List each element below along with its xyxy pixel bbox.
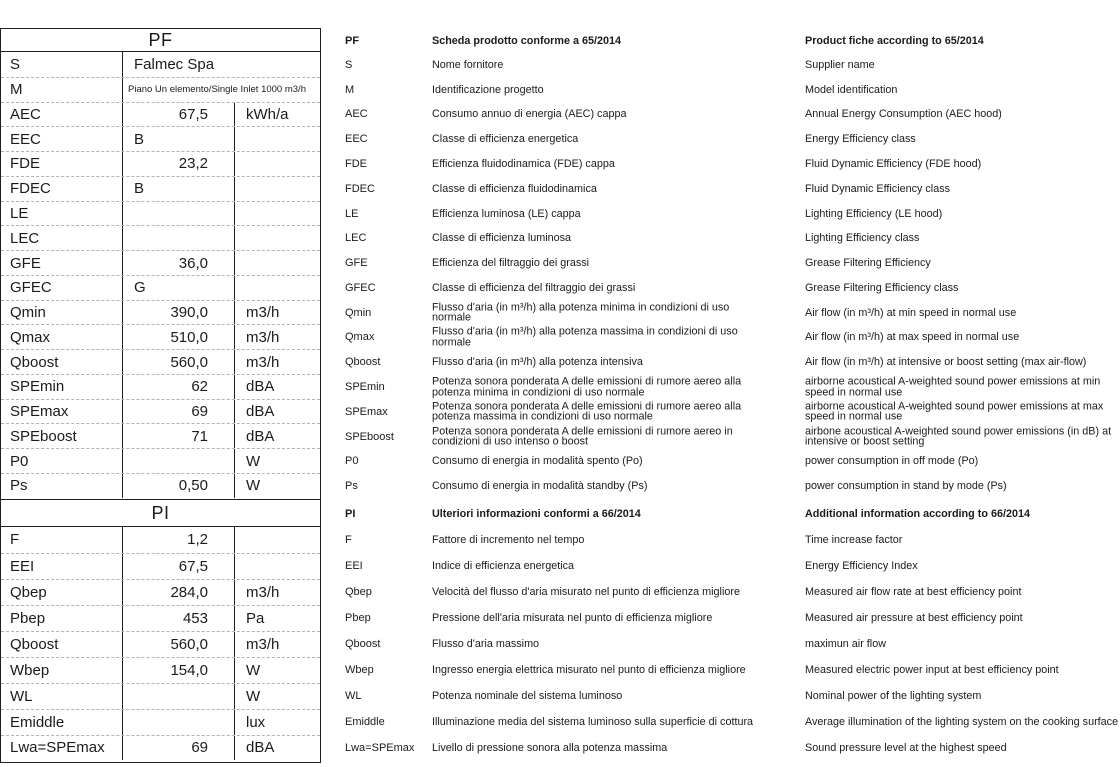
legend-row-PF-8: [345, 251, 1120, 276]
row-unit-cell: [235, 527, 320, 553]
legend-description-italian: Flusso d'aria (in m³/h) alla potenza intensiva: [432, 355, 643, 368]
row-unit-cell: [235, 202, 320, 226]
legend-row-PF-9: [345, 276, 1120, 301]
legend-code: Qmin: [345, 306, 372, 319]
row-value-cell: 69: [123, 400, 235, 424]
row-unit-cell: m3/h: [246, 328, 280, 346]
row-unit-cell: m3/h: [246, 304, 280, 322]
table-row: [1, 126, 320, 151]
legend-row-PI-header: [345, 499, 1120, 528]
legend-row-PF-2: [345, 102, 1120, 127]
spec-table-PF: [0, 28, 321, 500]
table-row: [1, 448, 320, 473]
legend-row-PF-16: [345, 449, 1120, 474]
legend-description-english: Sound pressure level at the highest speed: [805, 741, 1007, 754]
legend-code: Ps: [345, 480, 358, 493]
row-code-cell: Qboost: [1, 632, 123, 657]
legend-code: M: [345, 83, 355, 96]
legend-row-PF-17: [345, 474, 1120, 499]
table-row: [1, 709, 320, 735]
legend-row-PI-0: [345, 528, 1120, 554]
legend-code: PF: [345, 34, 360, 47]
legend-description-italian: Ingresso energia elettrica misurato nel punto di efficienza migliore: [432, 663, 746, 676]
row-code-cell: LEC: [1, 226, 123, 250]
row-code-cell: GFE: [1, 251, 123, 275]
row-code-cell: FDE: [1, 152, 123, 176]
row-unit-cell: [235, 276, 320, 300]
legend-description-italian: Illuminazione media del sistema luminoso sulla superficie di cottura: [432, 715, 754, 728]
legend-description-english: Fluid Dynamic Efficiency class: [805, 182, 951, 195]
table-row: [1, 324, 320, 349]
legend-row-PF-12: [345, 350, 1120, 375]
row-value-cell: [123, 449, 235, 473]
table-row: [1, 275, 320, 300]
legend-code: EEI: [345, 560, 363, 573]
row-unit-cell: W: [246, 661, 261, 679]
legend-description-italian: Indice di efficienza energetica: [432, 560, 575, 573]
row-code-cell: EEI: [1, 554, 123, 579]
legend-description-italian: Classe di efficienza del filtraggio dei grassi: [432, 281, 636, 294]
row-code-cell: SPEmin: [1, 375, 123, 399]
row-value-cell: [123, 684, 235, 709]
legend-description-italian: Livello di pressione sonora alla potenza massima: [432, 741, 668, 754]
legend-code: SPEmax: [345, 405, 388, 418]
row-value-cell: 1,2: [123, 527, 235, 553]
legend-row-PF-6: [345, 201, 1120, 226]
row-value-cell: B: [123, 177, 235, 201]
table-row: [1, 605, 320, 631]
row-unit-cell: W: [246, 452, 261, 470]
legend-row-PF-header: [345, 28, 1120, 53]
row-value-cell: 560,0: [123, 632, 235, 657]
row-code-cell: Qmin: [1, 301, 123, 325]
row-unit-cell: m3/h: [246, 635, 280, 653]
row-unit-cell: Pa: [246, 609, 265, 627]
row-code-cell: Qbep: [1, 580, 123, 605]
row-code-cell: Lwa=SPEmax: [1, 736, 123, 761]
table-row: [1, 201, 320, 226]
row-code-cell: SPEboost: [1, 424, 123, 448]
row-unit-cell: [235, 251, 320, 275]
legend-row-PI-4: [345, 631, 1120, 657]
row-unit-cell: dBA: [246, 378, 275, 396]
legend-code: SPEboost: [345, 430, 394, 443]
legend-description-english: Average illumination of the lighting system on the cooking surface: [805, 715, 1119, 728]
table-row: [1, 250, 320, 275]
legend-description-english: Grease Filtering Efficiency: [805, 256, 931, 269]
legend-description-italian: Consumo di energia in modalità spento (Po): [432, 455, 643, 468]
legend-code: GFEC: [345, 281, 376, 294]
legend-description-english: Model identification: [805, 83, 898, 96]
legend-row-PF-15: [345, 424, 1120, 449]
table-row: [1, 735, 320, 761]
row-value-cell: B: [123, 127, 235, 151]
table-row: [1, 300, 320, 325]
legend-description-italian: Pressione dell'aria misurata nel punto di efficienza migliore: [432, 612, 713, 625]
legend-description-english: Energy Efficiency Index: [805, 560, 918, 573]
legend-code: Qboost: [345, 356, 381, 369]
legend-description-italian: Fattore di incremento nel tempo: [432, 534, 585, 547]
legend-description-english: Supplier name: [805, 58, 875, 71]
legend-code: Qmax: [345, 331, 375, 344]
row-unit-cell: dBA: [246, 403, 275, 421]
table-row: [1, 151, 320, 176]
legend-description-english: Annual Energy Consumption (AEC hood): [805, 108, 1002, 121]
legend-description-english: power consumption in off mode (Po): [805, 455, 979, 468]
legend-code: F: [345, 534, 352, 547]
legend-code: Wbep: [345, 664, 374, 677]
legend-description-english: Measured air pressure at best efficiency point: [805, 612, 1023, 625]
legend-code: FDEC: [345, 182, 375, 195]
row-unit-cell: [235, 554, 320, 579]
table-row: [1, 631, 320, 657]
legend-description-italian: Classe di efficienza energetica: [432, 132, 579, 145]
row-unit-cell: W: [246, 477, 261, 495]
legend-description-english: Lighting Efficiency (LE hood): [805, 207, 943, 220]
table-row: [1, 225, 320, 250]
row-unit-cell: [235, 152, 320, 176]
row-value-cell: 510,0: [123, 325, 235, 349]
table-row: [1, 349, 320, 374]
legend-description-english: Measured air flow rate at best efficiency point: [805, 586, 1022, 599]
legend-description-italian: Nome fornitore: [432, 58, 504, 71]
legend-row-PI-8: [345, 735, 1120, 761]
legend-code: LE: [345, 207, 359, 220]
legend-description-english: Energy Efficiency class: [805, 132, 916, 145]
row-code-cell: Qmax: [1, 325, 123, 349]
legend-description-italian: Consumo annuo di energia (AEC) cappa: [432, 108, 627, 121]
legend-code: P0: [345, 455, 359, 468]
row-value-cell: 67,5: [123, 554, 235, 579]
legend-description-italian: Efficienza fluidodinamica (FDE) cappa: [432, 157, 615, 170]
row-code-cell: FDEC: [1, 177, 123, 201]
legend-description-english: Measured electric power input at best efficiency point: [805, 663, 1059, 676]
legend-description-italian: Potenza nominale del sistema luminoso: [432, 689, 623, 702]
row-code-cell: WL: [1, 684, 123, 709]
row-code-cell: Ps: [1, 474, 123, 498]
row-value-cell: [123, 202, 235, 226]
row-value-cell: 453: [123, 606, 235, 631]
legend-row-PI-7: [345, 709, 1120, 735]
legend-row-PI-2: [345, 579, 1120, 605]
row-value-cell: 390,0: [123, 301, 235, 325]
legend-code: FDE: [345, 157, 367, 170]
row-value-cell: 0,50: [123, 474, 235, 498]
legend-row-PI-5: [345, 657, 1120, 683]
table-row: [1, 657, 320, 683]
table-row: [1, 52, 320, 77]
legend-description-english: power consumption in stand by mode (Ps): [805, 479, 1007, 492]
row-code-cell: Qboost: [1, 350, 123, 374]
row-unit-cell: [235, 127, 320, 151]
row-value-cell: 62: [123, 375, 235, 399]
legend-description-italian: Identificazione progetto: [432, 83, 544, 96]
table-row: [1, 683, 320, 709]
legend-description-english: Nominal power of the lighting system: [805, 689, 982, 702]
row-value-cell: [123, 226, 235, 250]
table-row: [1, 176, 320, 201]
row-code-cell: GFEC: [1, 276, 123, 300]
legend-code: LEC: [345, 232, 367, 245]
table-row: [1, 399, 320, 424]
row-value-cell: 69: [123, 736, 235, 761]
legend-code: AEC: [345, 108, 368, 121]
legend-row-PF-11: [345, 325, 1120, 350]
row-unit-cell: W: [246, 687, 261, 705]
legend-row-PI-6: [345, 683, 1120, 709]
row-code-cell: LE: [1, 202, 123, 226]
row-value-cell: 36,0: [123, 251, 235, 275]
legend-description-english: airbone acoustical A-weighted sound power emissions (in dB) at intensive or boost setting: [805, 425, 1112, 448]
legend-description-italian: Flusso d'aria (in m³/h) alla potenza massima in condizioni di uso normale: [432, 325, 738, 349]
row-unit-cell: m3/h: [246, 583, 280, 601]
legend-row-PF-7: [345, 226, 1120, 251]
table-row: [1, 527, 320, 553]
legend-code: SPEmin: [345, 381, 385, 393]
legend-description-english: Air flow (in m³/h) at min speed in normal use: [805, 306, 1017, 319]
legend-row-PF-4: [345, 152, 1120, 177]
row-unit-cell: kWh/a: [246, 105, 289, 123]
legend-row-PF-1: [345, 77, 1120, 102]
table-row: [1, 77, 320, 102]
legend-description-italian: Ulteriori informazioni conformi a 66/2014: [432, 507, 641, 520]
legend-description-italian: Efficienza luminosa (LE) cappa: [432, 207, 581, 220]
row-value-cell: 71: [123, 424, 235, 448]
legend-description-italian: Potenza sonora ponderata A delle emissioni di rumore aereo alla potenza massima in condizioni di uso normale: [432, 400, 742, 423]
legend-code: Qbep: [345, 586, 372, 599]
row-code-cell: M: [1, 78, 123, 102]
legend-description-italian: Potenza sonora ponderata A delle emissioni di rumore aereo in condizioni di uso intenso o boost: [432, 425, 733, 448]
row-value-cell: 284,0: [123, 580, 235, 605]
row-code-cell: AEC: [1, 103, 123, 127]
legend-description-italian: Classe di efficienza fluidodinamica: [432, 182, 597, 195]
legend-row-PF-14: [345, 399, 1120, 424]
table-row: [1, 553, 320, 579]
legend-description-english: Air flow (in m³/h) at intensive or boost setting (max air-flow): [805, 355, 1087, 368]
table-row: [1, 423, 320, 448]
row-code-cell: Emiddle: [1, 710, 123, 735]
legend-description-italian: Potenza sonora ponderata A delle emissioni di rumore aereo alla potenza minima in condizioni di uso normale: [432, 375, 742, 398]
legend-code: GFE: [345, 257, 368, 270]
legend-description-english: Lighting Efficiency class: [805, 232, 920, 245]
legend-description-italian: Consumo di energia in modalità standby (Ps): [432, 479, 648, 492]
legend-code: PI: [345, 507, 356, 520]
legend-code: Pbep: [345, 612, 371, 625]
table-title-PI: PI: [1, 500, 320, 527]
row-code-cell: P0: [1, 449, 123, 473]
row-unit-cell: m3/h: [246, 353, 280, 371]
legend-row-PF-10: [345, 300, 1120, 325]
legend-code: Emiddle: [345, 716, 385, 729]
legend-code: Qboost: [345, 638, 381, 651]
legend-description-italian: Classe di efficienza luminosa: [432, 232, 572, 245]
row-value-cell: Piano Un elemento/Single Inlet 1000 m3/h: [128, 84, 306, 96]
row-unit-cell: dBA: [246, 427, 275, 445]
row-code-cell: S: [1, 52, 123, 77]
legend-row-PI-1: [345, 553, 1120, 579]
legend-description-italian: Flusso d'aria (in m³/h) alla potenza minima in condizioni di uso normale: [432, 301, 730, 324]
legend-row-PF-13: [345, 375, 1120, 400]
spec-table-PI: [0, 499, 321, 763]
legend-description-italian: Efficienza del filtraggio dei grassi: [432, 256, 590, 269]
row-unit-cell: dBA: [246, 739, 275, 757]
legend-description-english: Air flow (in m³/h) at max speed in normal use: [805, 331, 1020, 344]
row-code-cell: EEC: [1, 127, 123, 151]
legend-description-english: Grease Filtering Efficiency class: [805, 281, 959, 294]
row-code-cell: F: [1, 527, 123, 553]
legend-row-PF-5: [345, 176, 1120, 201]
row-code-cell: Pbep: [1, 606, 123, 631]
table-row: [1, 374, 320, 399]
row-value-cell: Falmec Spa: [134, 55, 215, 73]
legend-description-english: airborne acoustical A-weighted sound power emissions at max speed in normal use: [805, 400, 1104, 423]
legend-description-english: Additional information according to 66/2014: [805, 507, 1030, 520]
legend-code: S: [345, 58, 353, 71]
row-value-cell: 154,0: [123, 658, 235, 683]
row-value-cell: 560,0: [123, 350, 235, 374]
row-value-cell: 67,5: [123, 103, 235, 127]
legend-row-PF-3: [345, 127, 1120, 152]
legend-code: EEC: [345, 133, 368, 146]
legend-row-PF-0: [345, 53, 1120, 78]
row-value-cell: [123, 710, 235, 735]
legend-description-english: Product fiche according to 65/2014: [805, 34, 984, 47]
legend-description-english: maximun air flow: [805, 638, 886, 651]
legend-description-italian: Flusso d'aria massimo: [432, 638, 540, 651]
row-code-cell: Wbep: [1, 658, 123, 683]
table-row: [1, 579, 320, 605]
table-row: [1, 102, 320, 127]
row-value-cell: G: [123, 276, 235, 300]
table-title-PF: PF: [1, 29, 320, 52]
row-unit-cell: lux: [246, 713, 266, 731]
row-code-cell: SPEmax: [1, 400, 123, 424]
row-unit-cell: [235, 226, 320, 250]
row-unit-cell: [235, 177, 320, 201]
legend-row-PI-3: [345, 605, 1120, 631]
legend-code: WL: [345, 690, 362, 703]
legend-description-english: Time increase factor: [805, 534, 903, 547]
legend-description-english: airborne acoustical A-weighted sound power emissions at min speed in normal use: [805, 375, 1101, 398]
legend-code: Lwa=SPEmax: [345, 742, 415, 755]
legend-description-italian: Scheda prodotto conforme a 65/2014: [432, 34, 621, 47]
row-value-cell: 23,2: [123, 152, 235, 176]
legend-description-english: Fluid Dynamic Efficiency (FDE hood): [805, 157, 982, 170]
legend-description-italian: Velocità del flusso d'aria misurato nel punto di efficienza migliore: [432, 586, 740, 599]
table-row: [1, 473, 320, 498]
